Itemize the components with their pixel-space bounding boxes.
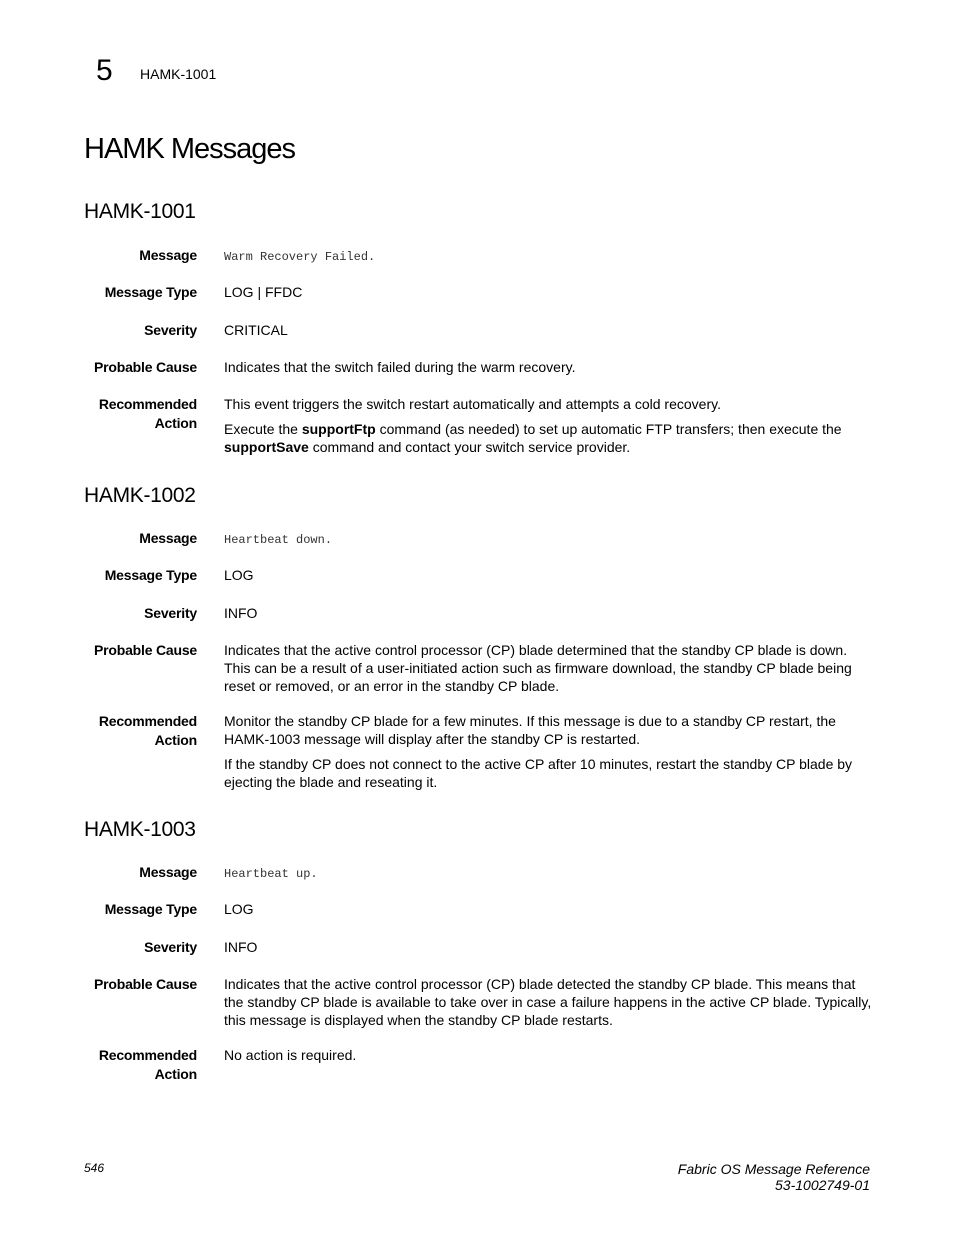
recommended-action-value: [224, 1046, 874, 1064]
message-type-label: Message Type: [104, 901, 197, 917]
severity-value: CRITICAL: [224, 322, 288, 338]
recommended-action-value: [224, 395, 874, 456]
message-type-value: LOG: [224, 901, 254, 917]
message-type-value: LOG | FFDC: [224, 284, 303, 300]
command-supportsave: supportSave: [224, 439, 309, 455]
chapter-title: HAMK Messages: [84, 133, 296, 165]
section-title: HAMK-1002: [84, 484, 196, 507]
action-paragraph: Monitor the standby CP blade for a few minutes. If this message is due to a standby CP restart, the HAMK-1003 message will display after the standby CP is restarted.: [224, 713, 836, 747]
running-header-title: HAMK-1001: [140, 66, 217, 82]
recommended-label-line1: Recommended: [98, 713, 197, 729]
recommended-label-line1: Recommended: [98, 1047, 197, 1063]
recommended-label-line2: Action: [154, 415, 197, 431]
recommended-label-line2: Action: [154, 1066, 197, 1082]
probable-cause-value: Indicates that the active control processor (CP) blade detected the standby CP blade. This means that the standby CP blade is available to take over in case a failure happens in the active CP blade. Typically, this message is displayed when the standby CP blade restarts.: [224, 976, 872, 1028]
action-paragraph: [224, 420, 874, 456]
severity-value: INFO: [224, 605, 258, 621]
severity-label: Severity: [144, 322, 197, 338]
chapter-number: 5: [96, 54, 113, 87]
section-title: HAMK-1003: [84, 818, 196, 841]
message-label: Message: [139, 247, 197, 263]
recommended-action-label: [77, 1046, 197, 1084]
severity-label: Severity: [144, 605, 197, 621]
message-type-value: LOG: [224, 567, 254, 583]
action-text: command and contact your switch service provider.: [308, 439, 631, 455]
page-number: 546: [84, 1161, 105, 1175]
probable-cause-label: Probable Cause: [93, 642, 197, 658]
probable-cause-value: Indicates that the active control processor (CP) blade determined that the standby CP blade is down. This can be a result of a user-initiated action such as firmware download, the standby CP blade being reset or removed, or an error in the standby CP blade.: [224, 642, 852, 694]
footer-doc-number: 53-1002749-01: [775, 1177, 870, 1193]
recommended-label-line1: Recommended: [98, 396, 197, 412]
recommended-label-line2: Action: [154, 732, 197, 748]
message-label: Message: [139, 864, 197, 880]
recommended-action-value: [224, 712, 874, 791]
action-paragraph: This event triggers the switch restart automatically and attempts a cold recovery.: [224, 396, 721, 412]
message-value: Warm Recovery Failed.: [224, 250, 376, 264]
probable-cause-value: Indicates that the switch failed during the warm recovery.: [224, 359, 576, 375]
recommended-action-label: [77, 712, 197, 750]
action-text: command (as needed) to set up automatic FTP transfers; then execute the: [375, 421, 842, 437]
action-paragraph: If the standby CP does not connect to the active CP after 10 minutes, restart the standby CP blade by ejecting the blade and reseating it.: [224, 756, 853, 790]
message-value: Heartbeat up.: [224, 867, 318, 881]
footer-doc-title: Fabric OS Message Reference: [677, 1161, 870, 1177]
message-value: Heartbeat down.: [224, 533, 333, 547]
section-title: HAMK-1001: [84, 200, 196, 223]
probable-cause-label: Probable Cause: [93, 359, 197, 375]
severity-value: INFO: [224, 939, 258, 955]
footer-doc-info: [678, 1161, 870, 1193]
recommended-action-label: [77, 395, 197, 433]
message-type-label: Message Type: [104, 567, 197, 583]
message-label: Message: [139, 530, 197, 546]
action-paragraph: No action is required.: [224, 1047, 357, 1063]
command-supportftp: supportFtp: [301, 421, 376, 437]
severity-label: Severity: [144, 939, 197, 955]
action-text: Execute the: [224, 421, 302, 437]
probable-cause-label: Probable Cause: [93, 976, 197, 992]
message-type-label: Message Type: [104, 284, 197, 300]
